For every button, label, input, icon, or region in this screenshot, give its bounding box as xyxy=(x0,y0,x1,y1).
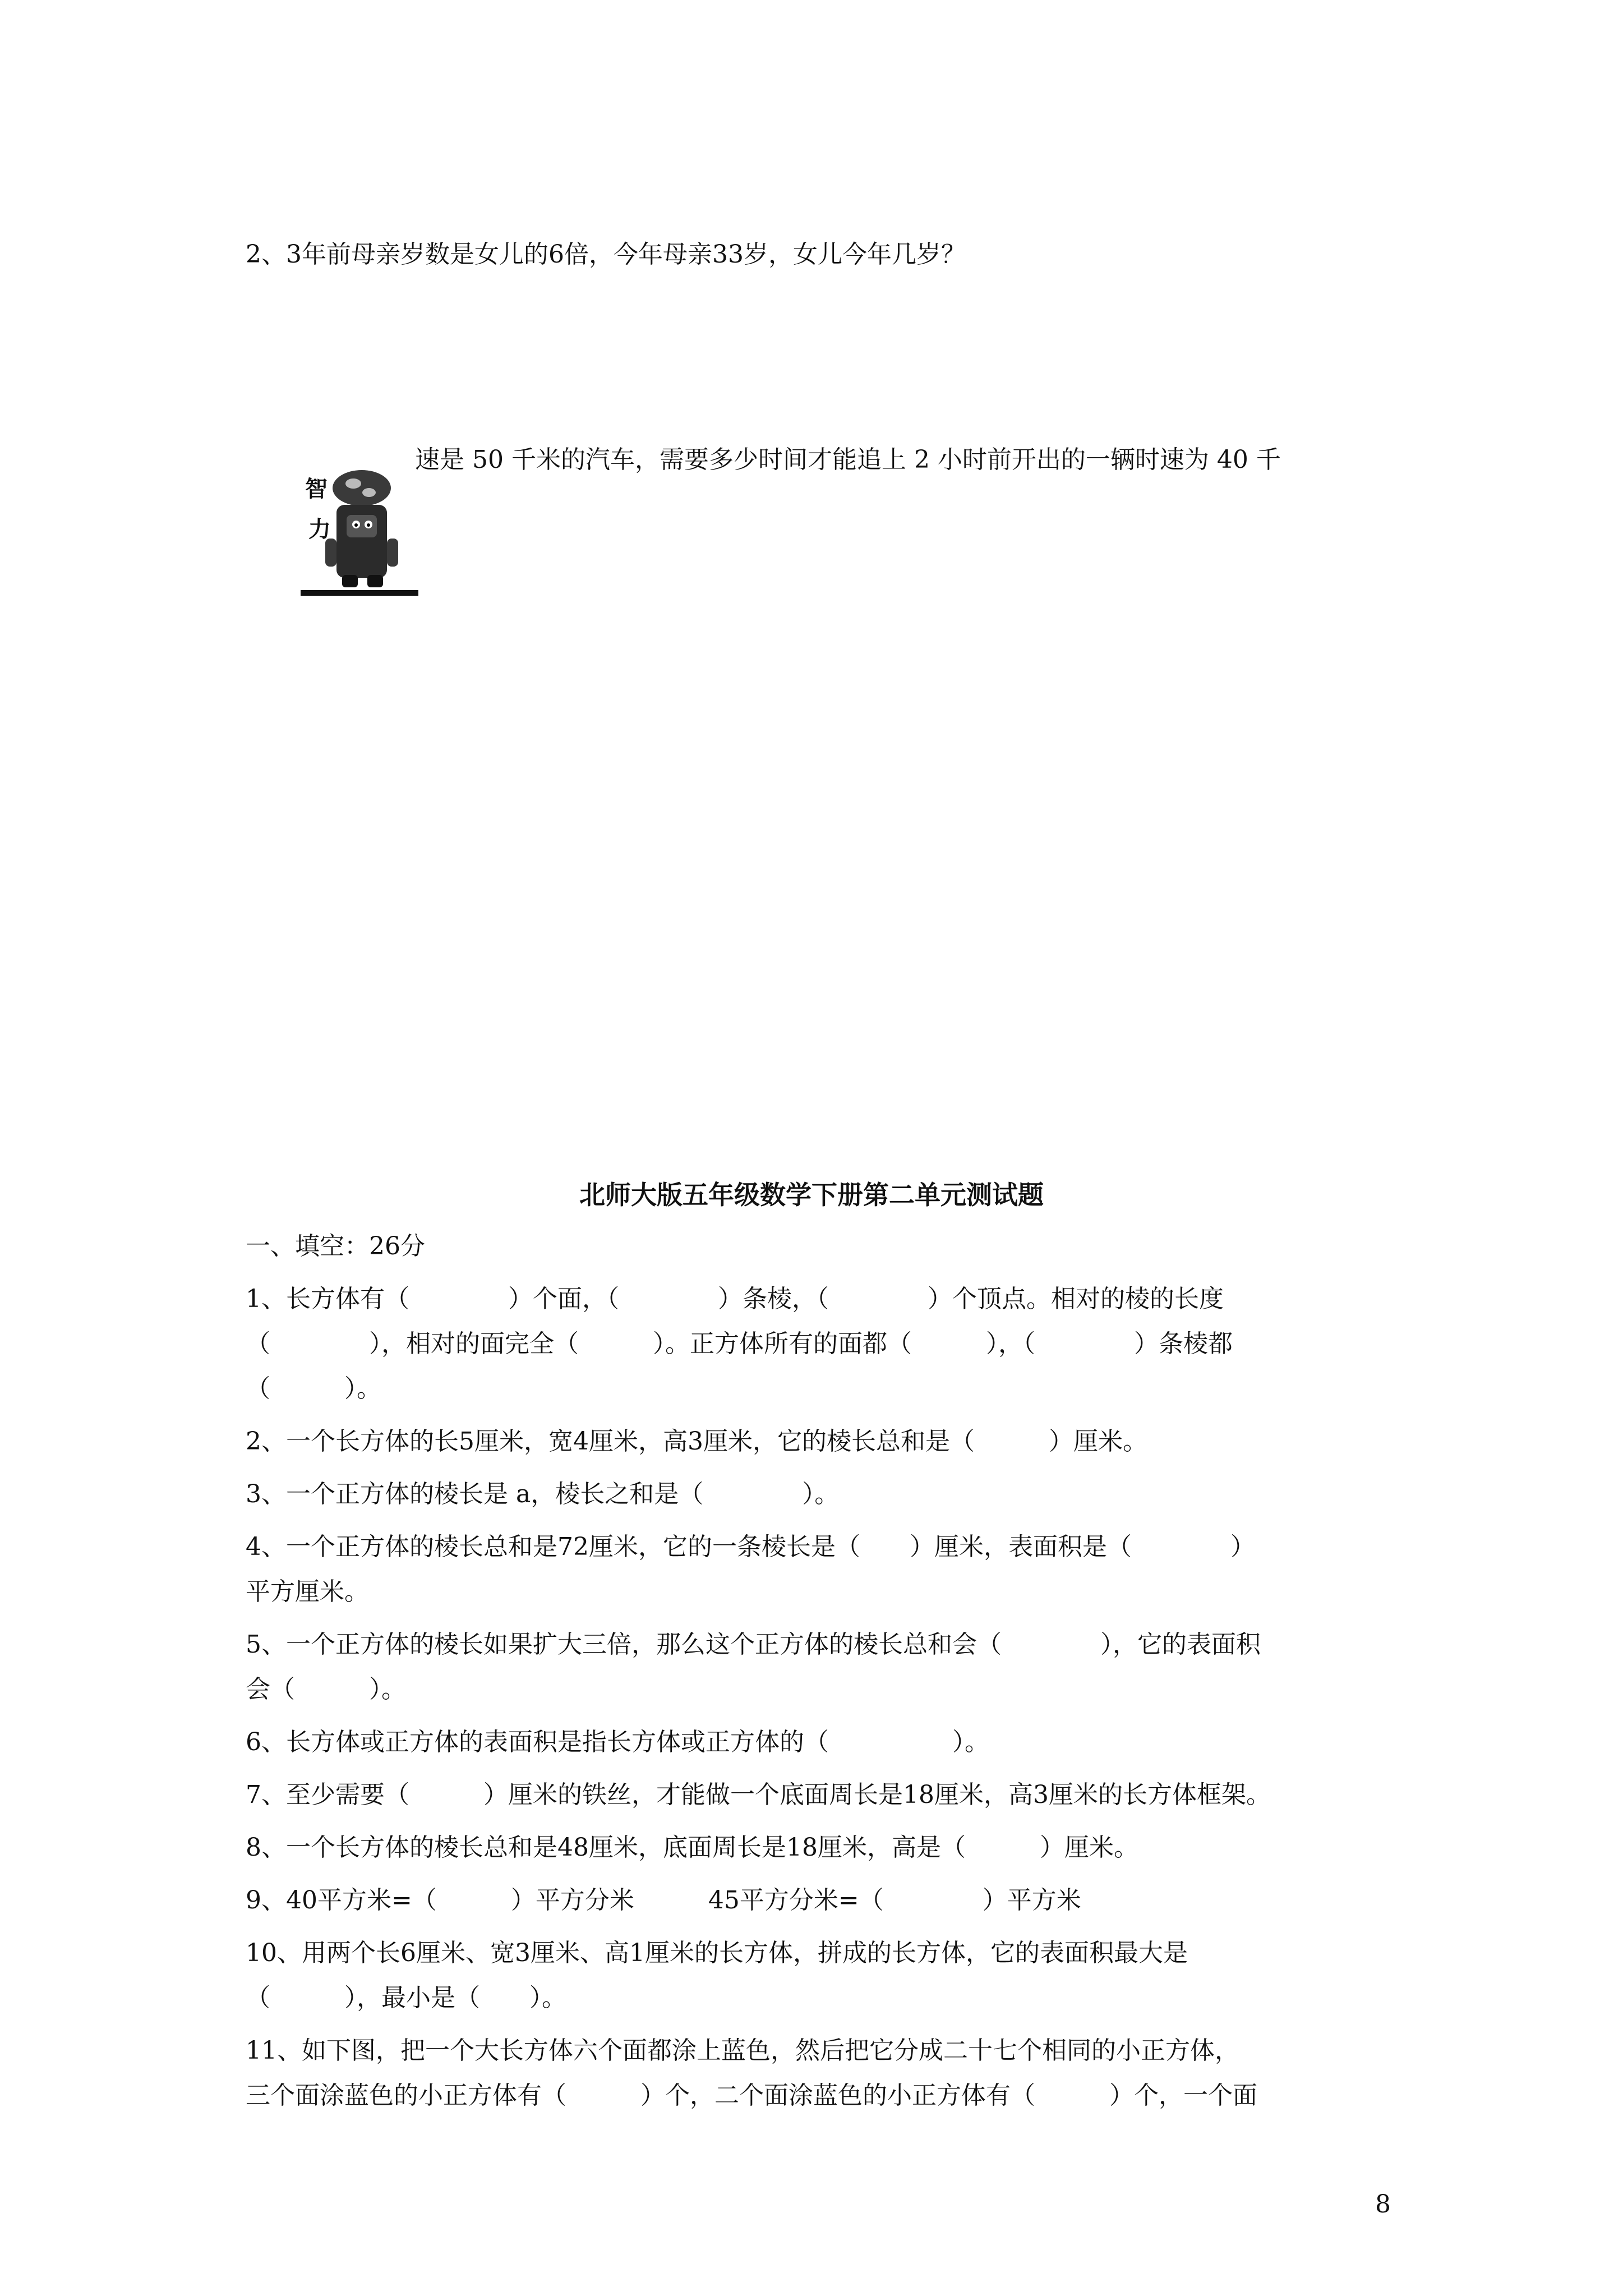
question-line: （ ），相对的面完全（ ）。正方体所有的面都（ ），（ ）条棱都 xyxy=(246,1329,1233,1358)
question-line: 5、一个正方体的棱长如果扩大三倍，那么这个正方体的棱长总和会（ ），它的表面积 xyxy=(246,1630,1261,1659)
question-line: 4、一个正方体的棱长总和是72厘米，它的一条棱长是（ ）厘米，表面积是（ ） xyxy=(246,1533,1255,1561)
question-line: 2、一个长方体的长5厘米，宽4厘米，高3厘米，它的棱长总和是（ ）厘米。 xyxy=(246,1427,1147,1456)
question-line: 会（ ）。 xyxy=(246,1675,406,1704)
question-line: 11、如下图，把一个大长方体六个面都涂上蓝色，然后把它分成二十七个相同的小正方体， xyxy=(246,2036,1239,2065)
question-line: （ ）。 xyxy=(246,1374,381,1403)
question-line: 7、至少需要（ ）厘米的铁丝，才能做一个底面周长是18厘米，高3厘米的长方体框架。 xyxy=(246,1780,1271,1809)
question-line: （ ），最小是（ ）。 xyxy=(246,1984,566,2012)
question-line: 6、长方体或正方体的表面积是指长方体或正方体的（ ）。 xyxy=(246,1728,989,1756)
section-1-heading: 一、填空：26分 xyxy=(246,1232,425,1260)
question-line: 3、一个正方体的棱长是 a，棱长之和是（ ）。 xyxy=(246,1480,840,1508)
test-title: 北师大版五年级数学下册第二单元测试题 xyxy=(579,1180,1044,1210)
question-line: 三个面涂蓝色的小正方体有（ ）个，二个面涂蓝色的小正方体有（ ）个，一个面 xyxy=(246,2081,1257,2110)
question-line: 8、一个长方体的棱长总和是48厘米，底面周长是18厘米，高是（ ）厘米。 xyxy=(246,1833,1138,1862)
question-line: 1、长方体有（ ）个面，（ ）条棱，（ ）个顶点。相对的棱的长度 xyxy=(246,1285,1224,1313)
brain-teaser-mascot xyxy=(297,460,421,606)
problem-2: 2、3年前母亲岁数是女儿的6倍，今年母亲33岁，女儿今年几岁？ xyxy=(246,240,966,269)
question-line: 平方厘米。 xyxy=(246,1577,369,1606)
mascot-char-li: 力 xyxy=(308,517,331,542)
question-line: 9、40平方米=（ ）平方分米 45平方分米=（ ）平方米 xyxy=(246,1886,1081,1915)
mascot-char-zhi: 智 xyxy=(305,476,328,502)
page-number: 8 xyxy=(1375,2190,1391,2219)
problem-3-fragment: 速是 50 千米的汽车，需要多少时间才能追上 2 小时前开出的一辆时速为 40 千 xyxy=(415,445,1281,474)
question-line: 10、用两个长6厘米、宽3厘米、高1厘米的长方体，拼成的长方体，它的表面积最大是 xyxy=(246,1939,1188,1967)
